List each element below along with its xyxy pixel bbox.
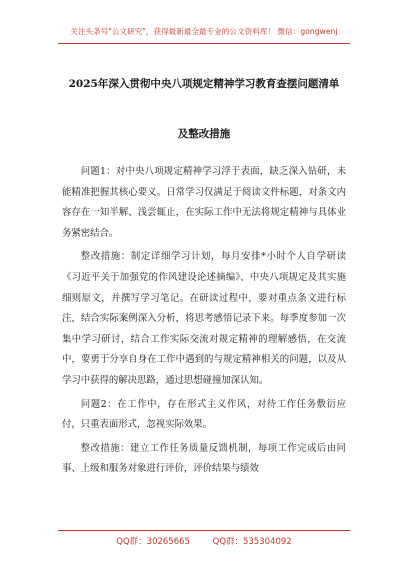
- document-title-line-1: 2025年深入贯彻中央八项规定精神学习教育查摆问题清单: [68, 78, 340, 90]
- document-body: [62, 162, 346, 483]
- paragraph-problem-2: 问题2：在工作中，存在形式主义作风，对待工作任务敷衍应付，只重表面形式，忽视实际效果。: [62, 398, 346, 431]
- footer-qq-group-2: QQ群：535304092: [212, 537, 292, 547]
- paragraph-problem-1: 问题1：对中央八项规定精神学习浮于表面，缺乏深入钻研，未能精准把握其核心要义。日常学习仅满足于阅读文件标题，对条文内容存在一知半解、浅尝辄止，在实际工作中无法将规定精神与具体业务紧密结合。: [62, 166, 346, 239]
- header-divider: [58, 43, 350, 44]
- paragraph-measure-2: 整改措施：建立工作任务质量反馈机制，每项工作完成后由同事、上级和服务对象进行评价，评价结果与绩效: [62, 442, 346, 475]
- footer-divider: [58, 530, 350, 531]
- footer-qq-group-1: QQ群：30265665: [116, 537, 190, 547]
- paragraph-measure-1: 整改措施：制定详细学习计划，每月安排*小时个人自学研读《习近平关于加强党的作风建设论述摘编》、中央八项规定及其实施细则原文，并撰写学习笔记。在研读过程中，要对重点条文进行标注，结合实际案例深入分析，将思考感悟记录下来。每季度参加一次集中学习研讨，结合工作实际交流对规定精神的理解感悟，在交流中，要勇于分享自身在工作中遇到的与规定精神相关的问题，以及从学习中获得的解决思路，通过思想碰撞加深认知。: [62, 251, 346, 386]
- header-banner: 关注头条号"公文研究"，获得最新最全最专业的公文资料库！ 微信：gongwenj: [70, 27, 338, 36]
- document-title-line-2: 及整改措施: [177, 128, 231, 140]
- footer-contacts: [0, 535, 408, 547]
